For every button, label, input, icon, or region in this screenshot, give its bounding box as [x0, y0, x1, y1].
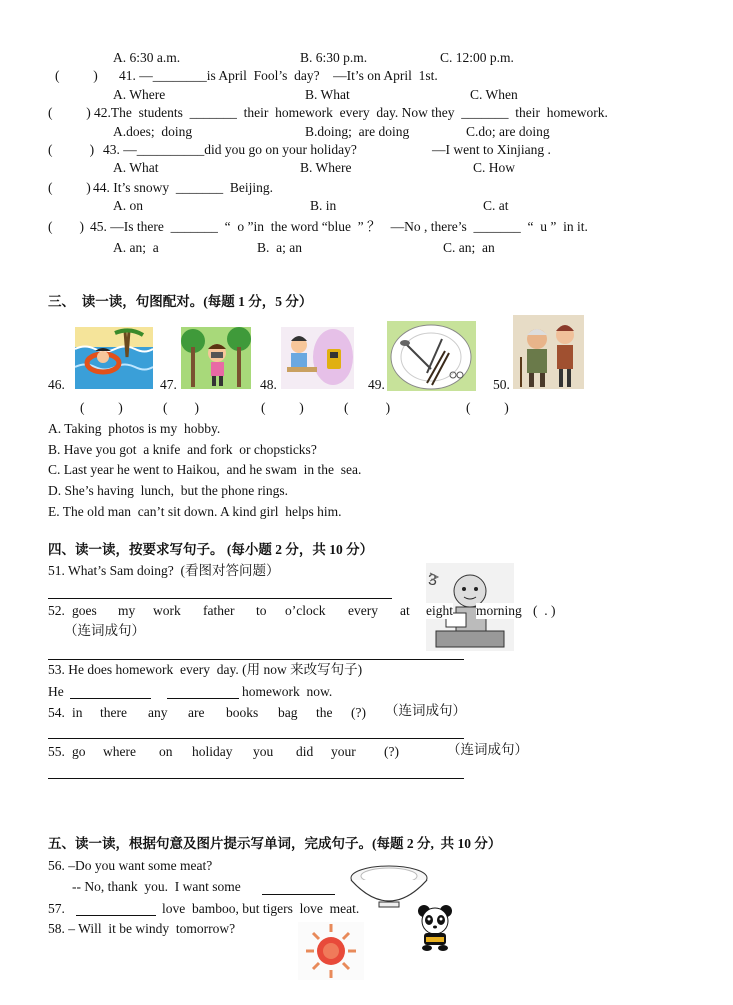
q54-word: in [72, 705, 83, 720]
q56-question: 56. –Do you want some meat? [48, 858, 213, 873]
svg-text:3: 3 [428, 572, 437, 589]
q45-answer-paren[interactable]: ( ) [48, 219, 84, 234]
q54-word: the [316, 705, 333, 720]
q40-option-a: A. 6:30 a.m. [113, 50, 181, 65]
q58-question: 58. – Will it be windy tomorrow? [48, 921, 236, 936]
q52-word: to [256, 603, 267, 618]
section3-title: 三、 读一读，句图配对。(每题 1 分，5 分） [48, 294, 313, 309]
q44-option-c: C. at [483, 198, 509, 213]
q52-word: ( . ) [533, 603, 556, 618]
phone-picture [281, 327, 354, 389]
q42-stem: 42.The students _______ their homework every day. Now they _______ their homework. [94, 105, 608, 120]
match-option-c: C. Last year he went to Haikou, and he swam in the sea. [48, 462, 362, 477]
q40-option-c: C. 12:00 p.m. [440, 50, 514, 65]
q54-word: (?) [351, 705, 366, 720]
q54-answer-line[interactable] [48, 737, 464, 739]
q54-word: books [226, 705, 259, 720]
q53-he: He [48, 684, 64, 699]
q53-blank-1[interactable] [70, 697, 151, 699]
q56-answer: -- No, thank you. I want some [72, 879, 241, 894]
answer-paren-47[interactable]: ( ) [163, 400, 199, 415]
q45-stem: 45. —Is there _______ “ o ”in the word “blue ” ？ —No , there’s _______ “ u ” in it. [90, 219, 588, 234]
q41-option-a: A. Where [113, 87, 166, 102]
picture-number-49: 49. [368, 377, 385, 392]
q41-option-b: B. What [305, 87, 350, 102]
q52-word: my [118, 603, 136, 618]
q43-option-c: C. How [473, 160, 516, 175]
q52-word: father [203, 603, 235, 618]
q53-blank-2[interactable] [167, 697, 239, 699]
q45-option-c: C. an; an [443, 240, 495, 255]
q55-word: go [72, 744, 86, 759]
q45-option-b: B. a; an [257, 240, 302, 255]
q52-instruction: （连词成句） [64, 623, 145, 638]
q43-option-a: A. What [113, 160, 159, 175]
q52-word: o’clock [285, 603, 326, 618]
q57-blank[interactable] [76, 914, 156, 916]
q52-word: eight [426, 603, 453, 618]
q44-option-a: A. on [113, 198, 143, 213]
answer-paren-48[interactable]: ( ) [261, 400, 304, 415]
q42-answer-paren[interactable]: ( ) [48, 105, 91, 120]
q55-word: (?) [384, 744, 399, 759]
q55-word: where [103, 744, 136, 759]
photo-girl-picture [181, 327, 251, 389]
answer-paren-46[interactable]: ( ) [80, 400, 123, 415]
q42-option-b: B.doing; are doing [305, 124, 410, 139]
section4-title: 四、读一读，按要求写句子。 (每小题 2 分，共 10 分） [48, 542, 374, 557]
q43-stem: 43. —__________did you go on your holiday? [103, 142, 357, 157]
q41-option-c: C. When [470, 87, 518, 102]
picture-number-50: 50. [493, 377, 510, 392]
q52-answer-line[interactable] [48, 658, 464, 660]
picture-number-47: 47. [160, 377, 177, 392]
q52-word: at [400, 603, 410, 618]
q43-option-b: B. Where [300, 160, 352, 175]
q52-word: 52. [48, 603, 65, 618]
answer-paren-50[interactable]: ( ) [466, 400, 509, 415]
q54-word: 54. [48, 705, 65, 720]
q40-option-b: B. 6:30 p.m. [300, 50, 368, 65]
q44-option-b: B. in [310, 198, 337, 213]
q54-word: any [148, 705, 168, 720]
old-man-girl-picture [513, 315, 584, 389]
q55-instruction: （连词成句） [447, 742, 528, 757]
picture-number-46: 46. [48, 377, 65, 392]
q51-prompt: 51. What’s Sam doing? (看图对答问题） [48, 563, 280, 578]
q51-answer-line[interactable] [48, 597, 392, 599]
q41-stem: 41. —________is April Fool’s day? —It’s on April 1st. [119, 68, 438, 83]
swimming-picture [75, 327, 153, 389]
section5-title: 五、读一读，根据句意及图片提示写单词，完成句子。(每题 2 分, 共 10 分） [48, 836, 502, 851]
q55-word: you [253, 744, 274, 759]
q55-word: holiday [192, 744, 233, 759]
q57-tail: love bamboo, but tigers love meat. [162, 901, 360, 916]
q41-answer-paren[interactable]: ( ) [55, 68, 98, 83]
match-option-b: B. Have you got a knife and fork or chopsticks? [48, 442, 317, 457]
q43-reply: —I went to Xinjiang . [432, 142, 551, 157]
match-option-a: A. Taking photos is my hobby. [48, 421, 221, 436]
match-option-e: E. The old man can’t sit down. A kind girl helps him. [48, 504, 342, 519]
q52-word: goes [72, 603, 97, 618]
q42-option-a: A.does; doing [113, 124, 193, 139]
q52-word: every [348, 603, 378, 618]
q54-word: are [188, 705, 205, 720]
panda-picture [416, 903, 454, 951]
q52-word: work [153, 603, 181, 618]
q55-word: on [159, 744, 173, 759]
q42-option-c: C.do; are doing [466, 124, 550, 139]
q55-answer-line[interactable] [48, 777, 464, 779]
q55-word: 55. [48, 744, 65, 759]
q53-prompt: 53. He does homework every day. (用 now 来改写句子) [48, 662, 363, 677]
answer-paren-49[interactable]: ( ) [344, 400, 391, 415]
q54-word: bag [278, 705, 298, 720]
q44-stem: 44. It’s snowy _______ Beijing. [93, 180, 274, 195]
picture-number-48: 48. [260, 377, 277, 392]
match-option-d: D. She’s having lunch, but the phone rings. [48, 483, 288, 498]
sunny-weather-picture [298, 922, 364, 980]
q44-answer-paren[interactable]: ( ) [48, 180, 91, 195]
q54-instruction: （连词成句） [385, 703, 466, 718]
q55-word: did [296, 744, 314, 759]
q57-number: 57. [48, 901, 65, 916]
cutlery-plate-picture [387, 321, 476, 391]
q55-word: your [331, 744, 356, 759]
q54-word: there [100, 705, 127, 720]
q45-option-a: A. an; a [113, 240, 159, 255]
q52-word: morning [476, 603, 522, 618]
q53-tail: homework now. [242, 684, 333, 699]
q43-answer-paren[interactable]: ( ) [48, 142, 95, 157]
q56-blank[interactable] [262, 893, 335, 895]
